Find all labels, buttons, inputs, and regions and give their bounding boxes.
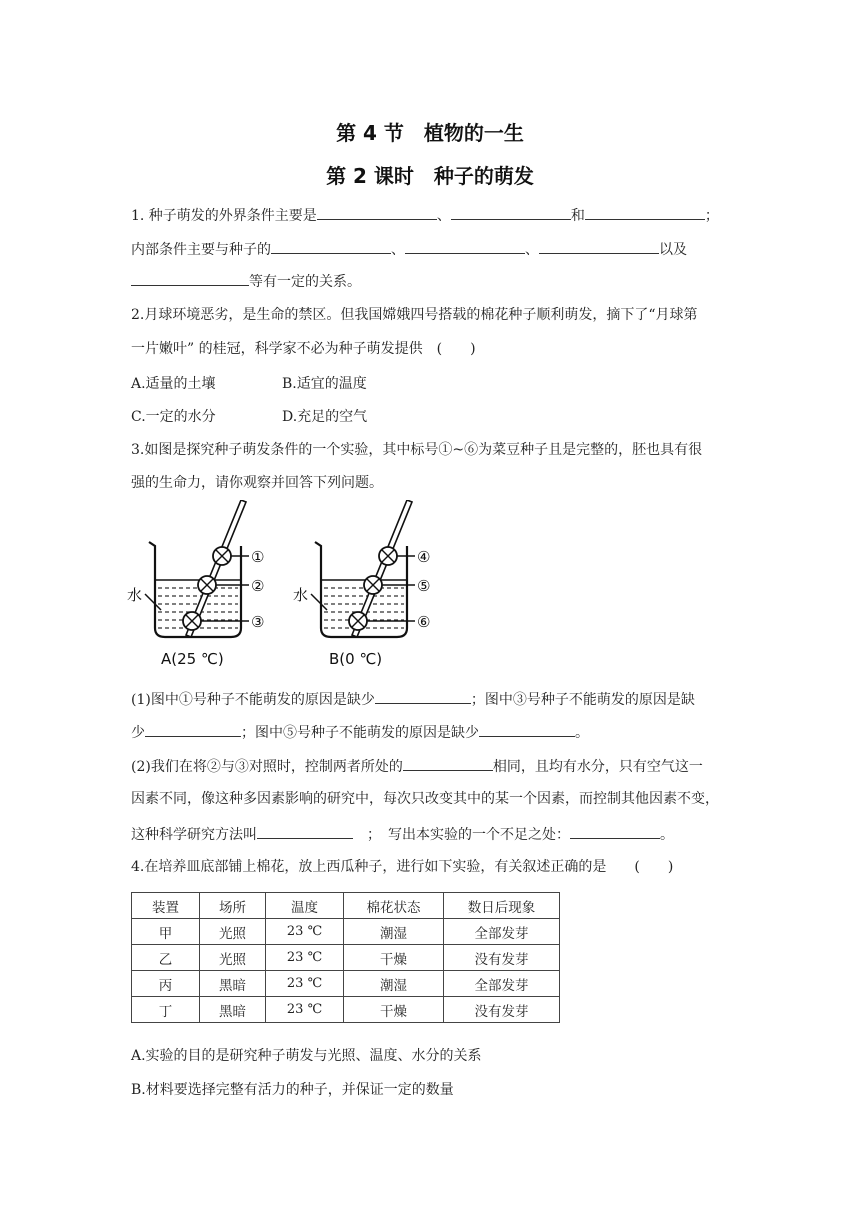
table-cell: 潮湿 xyxy=(344,971,444,997)
q3-sub2-line-3 xyxy=(131,823,674,845)
q1-text: 内部条件主要与种子的 xyxy=(131,242,271,258)
q1-text: 1. 种子萌发的外界条件主要是 xyxy=(131,208,317,224)
q1-text: 和 xyxy=(570,208,585,224)
table-header-row xyxy=(132,893,560,919)
label-1: ① xyxy=(251,548,265,566)
experiment-table xyxy=(131,892,560,1023)
q1-line-1 xyxy=(131,204,719,226)
table-cell: 23 ℃ xyxy=(266,919,344,945)
q3-text: 。 xyxy=(575,725,589,741)
label-2: ② xyxy=(251,577,265,595)
q3-text: 。 xyxy=(660,827,674,843)
q3-sub2-line-1 xyxy=(131,755,703,777)
table-row xyxy=(132,997,560,1023)
answer-blank[interactable] xyxy=(271,238,391,254)
q4-option-b[interactable]: B.材料要选择完整有活力的种子，并保证一定的数量 xyxy=(131,1082,454,1098)
table-cell: 光照 xyxy=(200,945,266,971)
table-cell: 光照 xyxy=(200,919,266,945)
answer-blank[interactable] xyxy=(403,755,493,771)
table-cell: 甲 xyxy=(132,919,200,945)
answer-blank[interactable] xyxy=(257,823,353,839)
table-cell: 黑暗 xyxy=(200,997,266,1023)
q1-text: 、 xyxy=(525,242,539,258)
q3-text: 这种科学研究方法叫 xyxy=(131,827,257,843)
label-3: ③ xyxy=(251,613,265,631)
page-subtitle: 第 2 课时 种子的萌发 xyxy=(326,164,534,188)
q3-sub2-line-2: 因素不同，像这种多因素影响的研究中，每次只改变其中的某一个因素，而控制其他因素不变， xyxy=(131,791,719,807)
q2-stem-line-1: 2.月球环境恶劣，是生命的禁区。但我国嫦娥四号搭载的棉花种子顺利萌发，摘下了“月球第 xyxy=(131,307,698,323)
table-cell: 全部发芽 xyxy=(444,971,560,997)
q3-stem-line-2: 强的生命力，请你观察并回答下列问题。 xyxy=(131,475,383,491)
q2-option-c[interactable]: C.一定的水分 xyxy=(131,409,216,425)
q1-text: 等有一定的关系。 xyxy=(249,274,361,290)
table-row xyxy=(132,919,560,945)
table-cell: 干燥 xyxy=(344,997,444,1023)
table-cell: 没有发芽 xyxy=(444,945,560,971)
q1-text: 以及 xyxy=(659,242,687,258)
table-cell: 全部发芽 xyxy=(444,919,560,945)
label-5: ⑤ xyxy=(417,577,431,595)
table-cell: 23 ℃ xyxy=(266,945,344,971)
table-header: 温度 xyxy=(266,893,344,919)
water-label-a: 水 xyxy=(127,586,143,604)
q1-line-3 xyxy=(131,270,361,292)
water-label-b: 水 xyxy=(293,586,309,604)
q3-text: (1)图中①号种子不能萌发的原因是缺少 xyxy=(131,692,375,708)
table-cell: 丁 xyxy=(132,997,200,1023)
q3-text: ；图中⑤号种子不能萌发的原因是缺少 xyxy=(241,725,479,741)
q3-text: 少 xyxy=(131,725,145,741)
q3-stem-line-1: 3.如图是探究种子萌发条件的一个实验，其中标号①~⑥为菜豆种子且是完整的，胚也具有很 xyxy=(131,442,703,458)
answer-blank[interactable] xyxy=(539,238,659,254)
answer-blank[interactable] xyxy=(405,238,525,254)
answer-blank[interactable] xyxy=(145,721,241,737)
table-cell: 潮湿 xyxy=(344,919,444,945)
q2-stem-line-2: 一片嫩叶” 的桂冠，科学家不必为种子萌发提供 ( ) xyxy=(131,341,476,357)
q3-text: ；图中③号种子不能萌发的原因是缺 xyxy=(470,692,695,708)
q1-line-2 xyxy=(131,238,687,260)
table-cell: 干燥 xyxy=(344,945,444,971)
table-cell: 23 ℃ xyxy=(266,997,344,1023)
q1-text: 、 xyxy=(436,208,451,224)
q3-sub1-line-2 xyxy=(131,721,589,743)
q2-option-d[interactable]: D.充足的空气 xyxy=(282,409,368,425)
q1-text: 、 xyxy=(391,242,405,258)
label-4: ④ xyxy=(417,548,431,566)
answer-blank[interactable] xyxy=(451,204,571,220)
table-header: 场所 xyxy=(200,893,266,919)
table-header: 棉花状态 xyxy=(344,893,444,919)
table-cell: 丙 xyxy=(132,971,200,997)
table-header: 装置 xyxy=(132,893,200,919)
q3-sub1-line-1 xyxy=(131,688,695,710)
q1-text: ； xyxy=(704,208,719,224)
table-cell: 没有发芽 xyxy=(444,997,560,1023)
table-row xyxy=(132,971,560,997)
answer-blank[interactable] xyxy=(479,721,575,737)
table-cell: 23 ℃ xyxy=(266,971,344,997)
q3-text: (2)我们在将②与③对照时，控制两者所处的 xyxy=(131,759,403,775)
beaker-b-caption: B(0 ℃) xyxy=(329,650,383,668)
answer-blank[interactable] xyxy=(375,688,471,704)
table-cell: 黑暗 xyxy=(200,971,266,997)
seed-germination-figure xyxy=(125,500,455,675)
table-cell: 乙 xyxy=(132,945,200,971)
beaker-a-caption: A(25 ℃) xyxy=(161,650,224,668)
q3-text: ； 写出本实验的一个不足之处： xyxy=(353,827,570,843)
table-header: 数日后现象 xyxy=(444,893,560,919)
answer-blank[interactable] xyxy=(570,823,660,839)
q2-option-a[interactable]: A.适量的土壤 xyxy=(131,376,216,392)
answer-blank[interactable] xyxy=(585,204,705,220)
label-6: ⑥ xyxy=(417,613,431,631)
table-row xyxy=(132,945,560,971)
q4-stem: 4.在培养皿底部铺上棉花，放上西瓜种子，进行如下实验，有关叙述正确的是 ( ) xyxy=(131,859,674,875)
answer-blank[interactable] xyxy=(131,270,249,286)
answer-blank[interactable] xyxy=(317,204,437,220)
q2-option-b[interactable]: B.适宜的温度 xyxy=(282,376,367,392)
page-title: 第 4 节 植物的一生 xyxy=(336,121,524,145)
q3-text: 相同，且均有水分，只有空气这一 xyxy=(492,759,703,775)
q4-option-a[interactable]: A.实验的目的是研究种子萌发与光照、温度、水分的关系 xyxy=(131,1048,482,1064)
